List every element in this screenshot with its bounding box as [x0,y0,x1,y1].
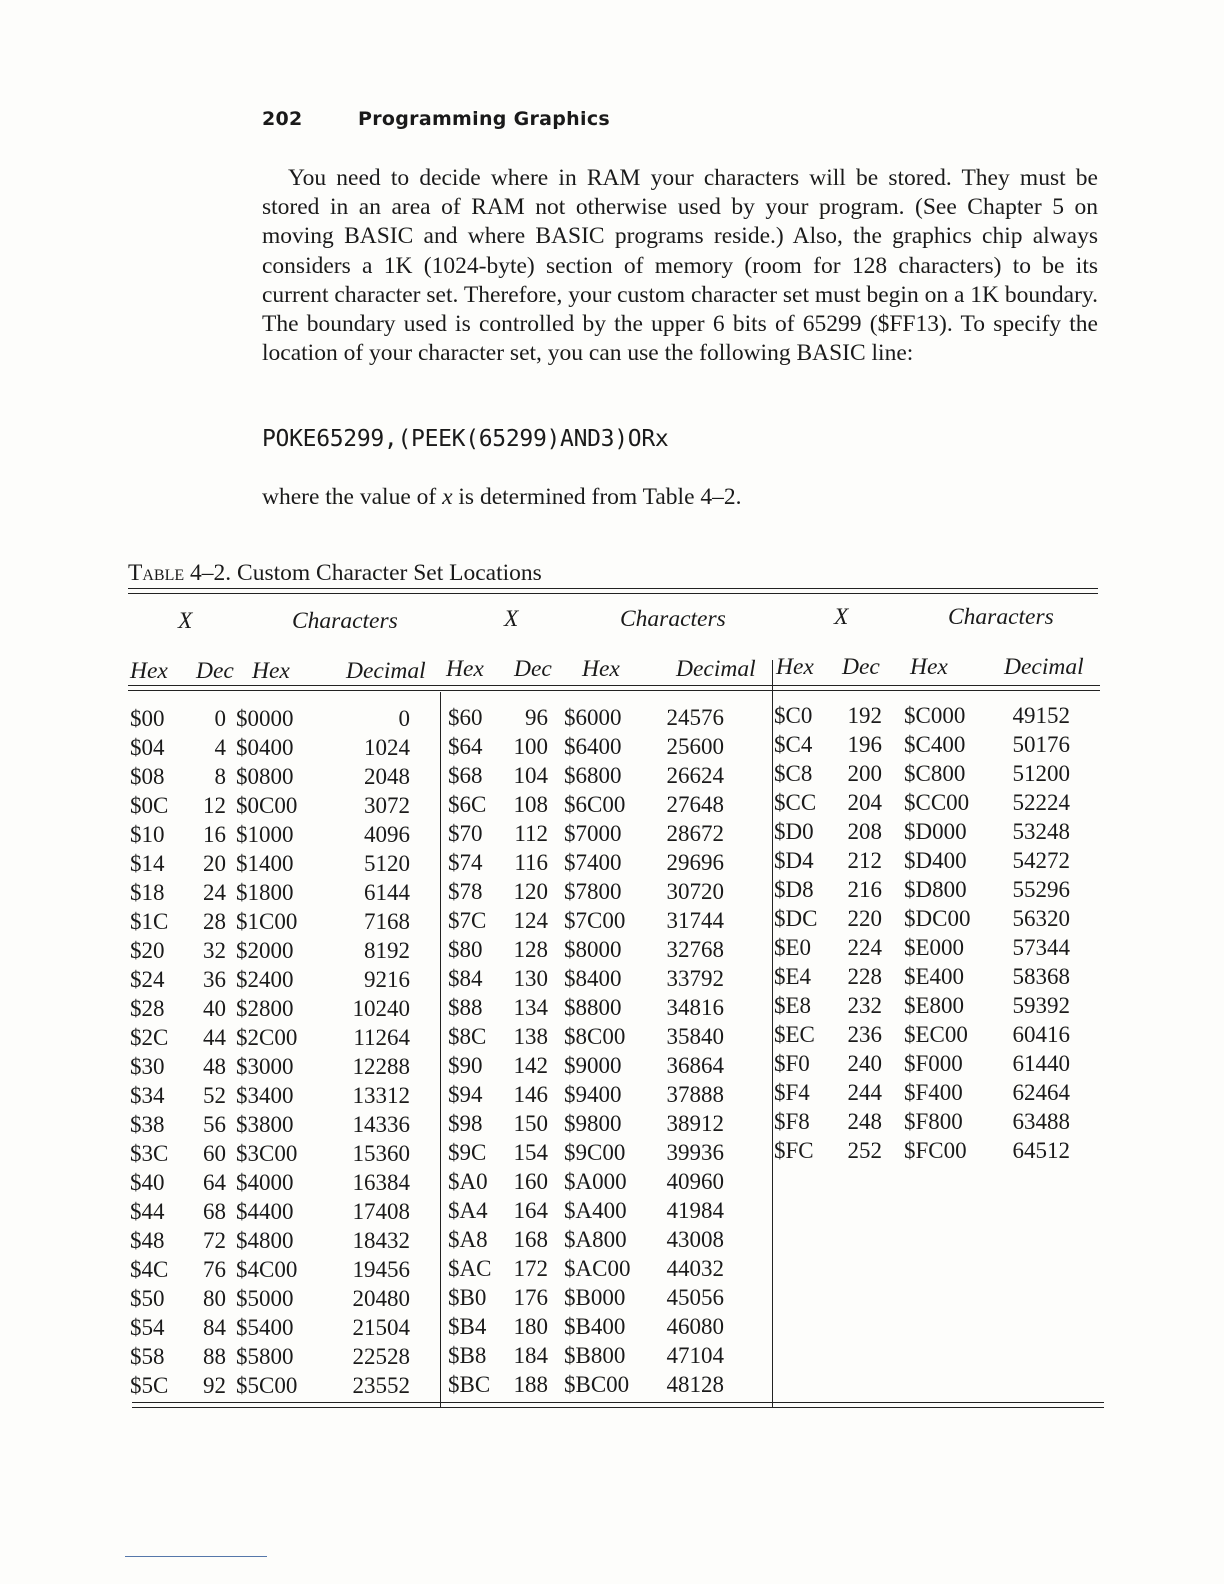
group-header-characters: Characters [948,604,1054,630]
cell-x-dec: 12 [203,793,226,818]
cell-char-hex: $0000 [236,706,294,731]
cell-char-decimal: 31744 [666,907,724,933]
cell-x-hex: $6C [448,791,487,817]
cell-char-decimal: 60416 [1012,1022,1070,1047]
cell-char-decimal: 16384 [352,1170,410,1195]
cell-char-hex: $9000 [564,1052,622,1078]
cell-x-dec: 212 [847,848,882,873]
cell-x-hex: $54 [130,1315,165,1340]
cell-x-dec: 164 [513,1197,548,1223]
cell-char-decimal: 11264 [353,1025,410,1050]
cell-x-dec: 72 [203,1228,226,1253]
cell-char-hex: $E000 [904,935,965,960]
paragraph-text: You need to decide where in RAM your characters will be stored. They must be stored in an area of RAM not otherwise used by your program. (See Chapter 5 on moving BASIC and where BASIC programs reside.) Also, the graphics chip always considers a 1K (1024-byte) section of memory (room for 128 characters) to be its current character set. Therefore, your custom character set must begin on a 1K boundary. The boundary used is controlled by the upper 6 bits of 65299 ($FF13). To specify the location of your character set, you can use the following BASIC line: [262,165,1098,367]
cell-char-decimal: 2048 [364,764,410,789]
cell-char-decimal: 6144 [364,880,410,905]
cell-char-hex: $F000 [904,1051,963,1076]
cell-x-hex: $E4 [774,964,812,989]
cell-char-hex: $6C00 [564,791,626,817]
cell-char-decimal: 43008 [666,1226,724,1252]
cell-x-hex: $F8 [774,1109,810,1134]
cell-x-dec: 116 [514,849,548,875]
cell-char-hex: $4800 [236,1228,294,1253]
cell-char-hex: $BC00 [564,1371,630,1397]
cell-char-decimal: 55296 [1012,877,1070,902]
cell-x-dec: 180 [513,1313,548,1339]
cell-x-dec: 24 [203,880,226,905]
cell-char-decimal: 19456 [352,1257,410,1282]
cell-x-hex: $70 [448,820,483,846]
cell-char-decimal: 64512 [1012,1138,1070,1163]
cell-char-hex: $0C00 [236,793,298,818]
cell-x-hex: $60 [448,704,483,730]
cell-char-hex: $B400 [564,1313,626,1339]
cell-char-decimal: 1024 [364,735,410,760]
cell-x-dec: 64 [203,1170,226,1195]
where-suffix: is determined from Table 4–2. [452,484,742,510]
cell-char-decimal: 51200 [1012,761,1070,786]
cell-char-hex: $1800 [236,880,294,905]
cell-char-hex: $8400 [564,965,622,991]
sub-header-decimal: Decimal [676,656,756,682]
cell-char-hex: $D000 [904,819,967,844]
cell-x-dec: 4 [214,735,226,760]
cell-x-hex: $38 [130,1112,165,1137]
cell-x-dec: 76 [203,1257,226,1282]
where-prefix: where the value of [262,484,443,510]
cell-x-hex: $50 [130,1286,165,1311]
cell-x-hex: $24 [130,967,165,992]
sub-header-char-hex: Hex [252,658,290,684]
cell-x-dec: 138 [513,1023,548,1049]
cell-x-dec: 40 [203,996,226,1021]
cell-x-dec: 228 [847,964,882,989]
cell-char-hex: $1C00 [236,909,298,934]
cell-char-decimal: 4096 [364,822,410,847]
cell-char-decimal: 17408 [352,1199,410,1224]
cell-x-dec: 208 [847,819,882,844]
cell-char-hex: $B800 [564,1342,626,1368]
cell-x-hex: $F4 [774,1080,810,1105]
cell-x-hex: $48 [130,1228,165,1253]
cell-char-decimal: 61440 [1012,1051,1070,1076]
cell-x-dec: 84 [203,1315,226,1340]
cell-x-hex: $14 [130,851,165,876]
cell-char-decimal: 39936 [666,1139,724,1165]
cell-x-hex: $98 [448,1110,483,1136]
cell-x-dec: 244 [847,1080,882,1105]
sub-header-decimal: Decimal [346,658,426,684]
cell-char-decimal: 36864 [666,1052,724,1078]
cell-x-hex: $3C [130,1141,169,1166]
cell-char-hex: $5400 [236,1315,294,1340]
cell-char-decimal: 29696 [666,849,724,875]
cell-x-hex: $44 [130,1199,165,1224]
cell-char-hex: $8800 [564,994,622,1020]
cell-x-dec: 216 [847,877,882,902]
cell-x-dec: 150 [513,1110,548,1136]
cell-x-dec: 154 [513,1139,548,1165]
cell-char-decimal: 62464 [1012,1080,1070,1105]
group-header-x: X [834,604,849,630]
sub-header-dec: Dec [514,656,552,682]
cell-char-hex: $7000 [564,820,622,846]
cell-char-hex: $DC00 [904,906,971,931]
cell-x-hex: $A8 [448,1226,488,1252]
cell-x-dec: 92 [203,1373,226,1398]
cell-char-decimal: 45056 [666,1284,724,1310]
cell-char-hex: $9C00 [564,1139,626,1165]
cell-char-decimal: 53248 [1012,819,1070,844]
table-bottom-rule-2 [132,1407,1104,1408]
cell-char-decimal: 41984 [666,1197,724,1223]
cell-char-hex: $9400 [564,1081,622,1107]
cell-x-hex: $8C [448,1023,487,1049]
cell-x-hex: $FC [774,1138,814,1163]
column-divider-2 [772,660,773,1407]
cell-x-dec: 232 [847,993,882,1018]
cell-x-hex: $94 [448,1081,483,1107]
cell-char-decimal: 9216 [364,967,410,992]
cell-x-dec: 44 [203,1025,226,1050]
cell-x-hex: $AC [448,1255,492,1281]
cell-x-dec: 192 [847,703,882,728]
cell-x-dec: 128 [513,936,548,962]
cell-x-hex: $64 [448,733,483,759]
cell-char-decimal: 44032 [666,1255,724,1281]
cell-char-decimal: 48128 [666,1371,724,1397]
cell-x-hex: $88 [448,994,483,1020]
sub-header-dec: Dec [842,654,880,680]
cell-x-hex: $4C [130,1257,169,1282]
header-rule-2 [128,690,1100,691]
cell-char-decimal: 13312 [352,1083,410,1108]
cell-char-decimal: 8192 [364,938,410,963]
cell-char-hex: $B000 [564,1284,626,1310]
cell-char-hex: $FC00 [904,1138,967,1163]
cell-x-dec: 120 [513,878,548,904]
cell-char-decimal: 10240 [352,996,410,1021]
cell-x-dec: 8 [214,764,226,789]
cell-char-hex: $E400 [904,964,965,989]
cell-x-hex: $04 [130,735,165,760]
cell-char-hex: $9800 [564,1110,622,1136]
cell-char-hex: $C400 [904,732,966,757]
cell-char-decimal: 34816 [666,994,724,1020]
cell-x-hex: $A0 [448,1168,488,1194]
cell-x-hex: $F0 [774,1051,810,1076]
cell-x-dec: 200 [847,761,882,786]
cell-char-decimal: 3072 [364,793,410,818]
cell-x-hex: $EC [774,1022,815,1047]
caption-title: Custom Character Set Locations [237,560,542,586]
cell-char-decimal: 26624 [666,762,724,788]
cell-x-dec: 130 [513,965,548,991]
cell-char-hex: $1000 [236,822,294,847]
basic-code-line: POKE65299,(PEEK(65299)AND3)ORx [262,426,669,452]
table-caption [128,560,542,587]
header-rule [128,685,1100,686]
cell-x-hex: $D4 [774,848,814,873]
cell-char-hex: $7400 [564,849,622,875]
cell-char-decimal: 59392 [1012,993,1070,1018]
cell-char-hex: $3800 [236,1112,294,1137]
sub-header-hex: Hex [446,656,484,682]
cell-char-hex: $8000 [564,936,622,962]
cell-x-hex: $2C [130,1025,169,1050]
cell-char-decimal: 5120 [364,851,410,876]
cell-char-hex: $5000 [236,1286,294,1311]
cell-char-decimal: 47104 [666,1342,724,1368]
cell-char-decimal: 40960 [666,1168,724,1194]
cell-x-dec: 20 [203,851,226,876]
cell-char-hex: $6800 [564,762,622,788]
cell-x-hex: $74 [448,849,483,875]
cell-x-hex: $7C [448,907,487,933]
sub-header-char-hex: Hex [910,654,948,680]
where-variable: x [442,484,453,510]
cell-x-dec: 168 [513,1226,548,1252]
cell-x-dec: 32 [203,938,226,963]
caption-label: Table [128,560,185,586]
cell-x-hex: $20 [130,938,165,963]
cell-char-hex: $2C00 [236,1025,298,1050]
cell-x-hex: $28 [130,996,165,1021]
cell-char-hex: $7C00 [564,907,626,933]
cell-char-hex: $6400 [564,733,622,759]
cell-x-hex: $68 [448,762,483,788]
cell-x-dec: 188 [513,1371,548,1397]
cell-x-hex: $E0 [774,935,812,960]
cell-char-decimal: 23552 [352,1373,410,1398]
cell-char-decimal: 52224 [1012,790,1070,815]
group-header-characters: Characters [292,608,398,634]
cell-x-dec: 160 [513,1168,548,1194]
cell-x-hex: $80 [448,936,483,962]
cell-x-dec: 112 [514,820,548,846]
cell-x-dec: 220 [847,906,882,931]
cell-x-hex: $E8 [774,993,812,1018]
cell-char-decimal: 24576 [666,704,724,730]
cell-x-dec: 146 [513,1081,548,1107]
cell-char-hex: $CC00 [904,790,970,815]
cell-char-hex: $2400 [236,967,294,992]
cell-char-decimal: 33792 [666,965,724,991]
cell-char-decimal: 15360 [352,1141,410,1166]
running-title: Programming Graphics [358,108,610,130]
cell-x-hex: $08 [130,764,165,789]
cell-char-hex: $C800 [904,761,966,786]
cell-x-dec: 80 [203,1286,226,1311]
cell-char-decimal: 18432 [352,1228,410,1253]
cell-x-dec: 52 [203,1083,226,1108]
cell-x-hex: $D0 [774,819,814,844]
cell-char-decimal: 54272 [1012,848,1070,873]
cell-char-hex: $C000 [904,703,966,728]
cell-x-hex: $C8 [774,761,813,786]
cell-x-hex: $B4 [448,1313,487,1339]
cell-char-hex: $F400 [904,1080,963,1105]
cell-char-decimal: 58368 [1012,964,1070,989]
cell-x-hex: $BC [448,1371,491,1397]
cell-x-dec: 224 [847,935,882,960]
cell-char-decimal: 63488 [1012,1109,1070,1134]
cell-x-dec: 16 [203,822,226,847]
cell-char-hex: $D800 [904,877,967,902]
cell-x-dec: 184 [513,1342,548,1368]
cell-x-dec: 172 [513,1255,548,1281]
cell-x-dec: 28 [203,909,226,934]
cell-x-hex: $CC [774,790,817,815]
cell-x-dec: 56 [203,1112,226,1137]
cell-x-dec: 96 [525,704,548,730]
page-header [262,108,610,130]
cell-x-hex: $40 [130,1170,165,1195]
column-divider-1 [440,692,441,1407]
cell-x-dec: 176 [513,1284,548,1310]
cell-x-dec: 236 [847,1022,882,1047]
cell-char-hex: $AC00 [564,1255,631,1281]
cell-char-hex: $A000 [564,1168,627,1194]
where-sentence [262,484,742,511]
cell-char-decimal: 27648 [666,791,724,817]
cell-char-decimal: 22528 [352,1344,410,1369]
cell-x-hex: $0C [130,793,169,818]
cell-x-dec: 36 [203,967,226,992]
cell-x-dec: 124 [513,907,548,933]
cell-x-hex: $5C [130,1373,169,1398]
cell-x-dec: 88 [203,1344,226,1369]
cell-x-dec: 104 [513,762,548,788]
cell-x-dec: 108 [513,791,548,817]
cell-char-hex: $2000 [236,938,294,963]
table-top-rule-2 [128,593,1098,594]
cell-x-hex: $C0 [774,703,813,728]
cell-char-hex: $0800 [236,764,294,789]
cell-x-hex: $84 [448,965,483,991]
cell-char-decimal: 12288 [352,1054,410,1079]
cell-x-dec: 68 [203,1199,226,1224]
cell-char-hex: $7800 [564,878,622,904]
cell-x-dec: 252 [847,1138,882,1163]
cell-char-hex: $2800 [236,996,294,1021]
cell-char-decimal: 14336 [352,1112,410,1137]
sub-header-decimal: Decimal [1004,654,1084,680]
cell-char-decimal: 37888 [666,1081,724,1107]
sub-header-hex: Hex [130,658,168,684]
sub-header-dec: Dec [196,658,234,684]
cell-x-dec: 204 [847,790,882,815]
sub-header-char-hex: Hex [582,656,620,682]
page-number: 202 [262,108,303,130]
cell-char-decimal: 57344 [1012,935,1070,960]
cell-char-hex: $1400 [236,851,294,876]
group-header-characters: Characters [620,606,726,632]
cell-char-decimal: 21504 [352,1315,410,1340]
cell-x-hex: $9C [448,1139,487,1165]
cell-char-hex: $3400 [236,1083,294,1108]
cell-char-decimal: 20480 [352,1286,410,1311]
cell-char-hex: $0400 [236,735,294,760]
cell-char-hex: $6000 [564,704,622,730]
cell-x-dec: 196 [847,732,882,757]
cell-char-decimal: 28672 [666,820,724,846]
cell-x-hex: $58 [130,1344,165,1369]
cell-char-decimal: 25600 [666,733,724,759]
cell-char-hex: $8C00 [564,1023,626,1049]
cell-x-dec: 0 [214,706,226,731]
cell-char-hex: $E800 [904,993,965,1018]
group-header-x: X [178,608,193,634]
cell-char-decimal: 49152 [1012,703,1070,728]
cell-x-hex: $DC [774,906,818,931]
cell-x-hex: $B0 [448,1284,487,1310]
footer-line [125,1556,267,1557]
cell-char-hex: $EC00 [904,1022,968,1047]
cell-char-decimal: 56320 [1012,906,1070,931]
cell-char-decimal: 46080 [666,1313,724,1339]
cell-char-decimal: 30720 [666,878,724,904]
cell-char-hex: $4C00 [236,1257,298,1282]
cell-char-hex: $3C00 [236,1141,298,1166]
cell-x-hex: $C4 [774,732,813,757]
cell-x-dec: 48 [203,1054,226,1079]
cell-char-hex: $3000 [236,1054,294,1079]
sub-header-hex: Hex [776,654,814,680]
cell-x-hex: $34 [130,1083,165,1108]
table-bottom-rule [132,1402,1104,1403]
cell-x-hex: $10 [130,822,165,847]
cell-x-hex: $90 [448,1052,483,1078]
cell-char-decimal: 32768 [666,936,724,962]
cell-x-hex: $18 [130,880,165,905]
group-header-x: X [504,606,519,632]
cell-x-hex: $30 [130,1054,165,1079]
cell-x-hex: $A4 [448,1197,488,1223]
cell-x-hex: $1C [130,909,169,934]
body-paragraph [262,164,1098,368]
cell-char-hex: $D400 [904,848,967,873]
cell-char-decimal: 35840 [666,1023,724,1049]
cell-char-decimal: 0 [398,706,410,731]
cell-char-hex: $4400 [236,1199,294,1224]
cell-x-dec: 142 [513,1052,548,1078]
cell-x-hex: $78 [448,878,483,904]
cell-x-dec: 60 [203,1141,226,1166]
cell-char-hex: $5800 [236,1344,294,1369]
caption-number: 4–2. [190,560,232,586]
cell-char-hex: $4000 [236,1170,294,1195]
cell-x-hex: $D8 [774,877,814,902]
cell-x-hex: $B8 [448,1342,487,1368]
cell-char-hex: $5C00 [236,1373,298,1398]
cell-x-dec: 240 [847,1051,882,1076]
cell-char-hex: $A800 [564,1226,627,1252]
cell-x-dec: 100 [513,733,548,759]
cell-char-decimal: 38912 [666,1110,724,1136]
table-top-rule [128,588,1098,589]
cell-char-hex: $F800 [904,1109,963,1134]
cell-x-dec: 134 [513,994,548,1020]
cell-char-decimal: 7168 [364,909,410,934]
cell-char-hex: $A400 [564,1197,627,1223]
cell-x-hex: $00 [130,706,165,731]
cell-char-decimal: 50176 [1012,732,1070,757]
cell-x-dec: 248 [847,1109,882,1134]
